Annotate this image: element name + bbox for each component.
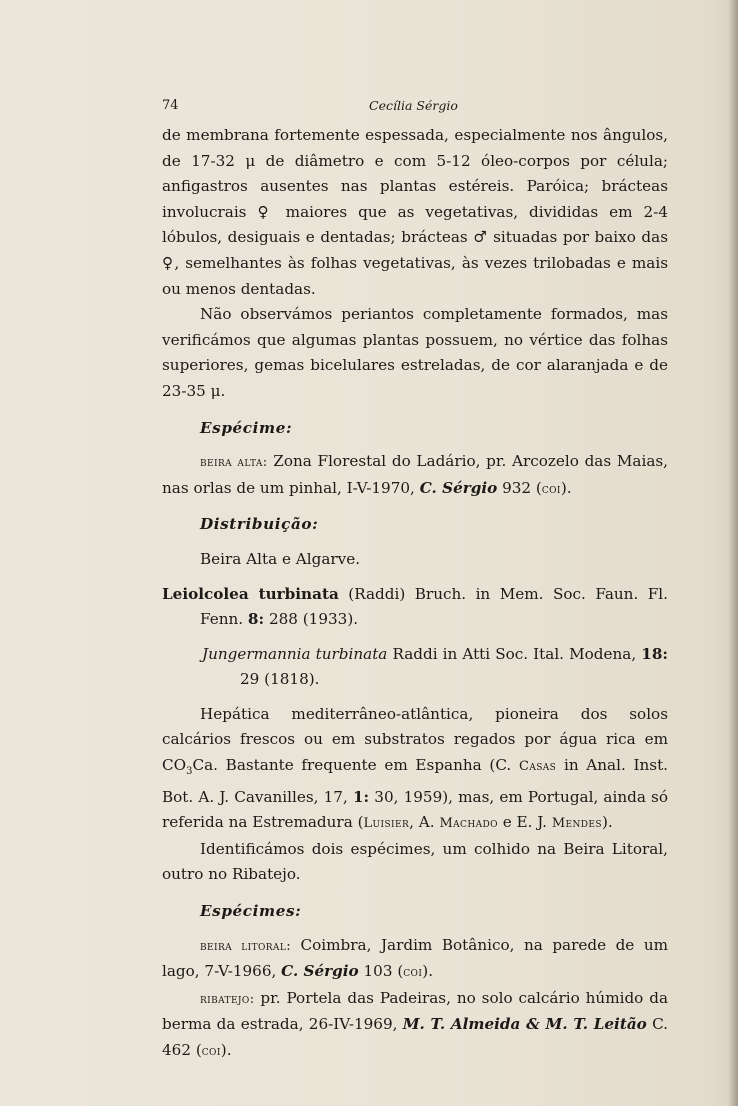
specimen-record: beira alta: Zona Florestal do Ladário, pr. Arcozelo das Maias, nas orlas de um pinhal, I-V-1970, C. Sérgio 932 (coi). (162, 452, 669, 497)
distribution-text: Beira Alta e Algarve. (200, 549, 361, 568)
synonym-name: Jungermannia turbinata (202, 644, 388, 663)
body-text (162, 123, 668, 1065)
description-paragraph: de membrana fortemente espessada, especialmente nos ângulos, de 17-32 μ de diâmetro e com 5-12 óleo-corpos por célula; anfigastros ausentes nas plantas estéreis. Paróica; brácteas involucrais ♀ maiores que as vegetativas, divididas em 2-4 lóbulos, desiguais e dentadas; brácteas ♂ situadas por baixo das ♀, semelhantes às folhas vegetativas, às vezes trilobadas e mais ou menos dentadas. (162, 126, 668, 298)
running-head: Cecília Sérgio (369, 98, 458, 113)
herbarium-code: coi (201, 1044, 221, 1060)
region-name: ribatejo: (200, 991, 255, 1007)
section-label-especimes: Espécimes: (200, 902, 302, 921)
page-edge-shadow (728, 0, 738, 1106)
collector-name: C. Sérgio (281, 962, 359, 981)
observation-paragraph: Não observámos periantos completamente formados, mas verificámos que algumas plantas possuem, no vértice das folhas superiores, gemas bicelulares estreladas, de cor alaranjada e de 23-35 μ. (162, 305, 668, 400)
region-name: beira alta: (200, 455, 268, 471)
section-label-especime: Espécime: (200, 418, 293, 437)
collector-name: M. T. Almeida & M. T. Leitão (402, 1015, 647, 1034)
collector-name: C. Sérgio (419, 478, 498, 497)
species-heading: Leiolcolea turbinata (Raddi) Bruch. in Mem. Soc. Faun. Fl. Fenn. 8: 288 (1933). (162, 584, 668, 629)
page-header (162, 98, 668, 118)
specimen-record: ribatejo: pr. Portela das Padeiras, no solo calcário húmido da berma da estrada, 26-IV-1969, M. T. Almeida & M. T. Leitão C. 462 (coi). (162, 988, 668, 1060)
section-label-distribuicao: Distribuição: (200, 515, 319, 534)
page-number: 74 (162, 98, 179, 113)
specimens-paragraph: Identificámos dois espécimes, um colhido na Beira Litoral, outro no Ribatejo. (162, 839, 668, 884)
synonym-entry: Jungermannia turbinata Raddi in Atti Soc. Ital. Modena, 18: 29 (1818). (202, 644, 668, 689)
region-name: beira litoral: (200, 938, 291, 954)
herbarium-code: coi (541, 481, 561, 497)
herbarium-code: coi (403, 965, 423, 981)
ecology-paragraph: Hepática mediterrâneo-atlântica, pioneira dos solos calcários frescos ou em substratos regados por água rica em $CO_3Ca$. Bastante frequente em Espanha (C. Casas in Anal. Inst. Bot. A. J. Cavanilles, 17, 1: 30, 1959), mas, em Portugal, ainda só referida na Estremadura (Luisier, A. Machado e E. J. Mendes). (162, 704, 669, 832)
species-name: Leiolcolea turbinata (162, 584, 339, 603)
specimen-record: beira litoral: Coimbra, Jardim Botânico, na parede de um lago, 7-V-1966, C. Sérgio 103 (coi). (162, 935, 669, 981)
